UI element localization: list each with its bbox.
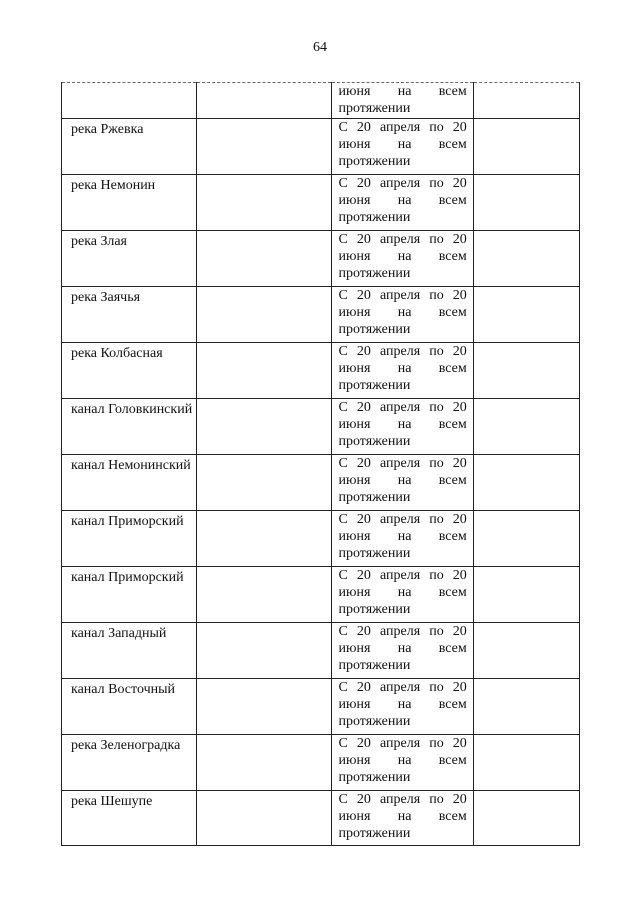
empty-cell — [197, 343, 331, 399]
empty-cell — [473, 399, 579, 455]
period-line-1: С 20 апреля по 20 — [338, 568, 467, 583]
empty-cell — [473, 231, 579, 287]
table-row — [62, 287, 580, 343]
water-bodies-table — [61, 82, 580, 846]
empty-cell — [473, 511, 579, 567]
period-line-2: июня на всем — [338, 193, 467, 208]
period-line-1: С 20 апреля по 20 — [338, 232, 467, 247]
empty-cell — [473, 623, 579, 679]
empty-cell — [197, 399, 331, 455]
table-row — [62, 231, 580, 287]
empty-cell — [197, 175, 331, 231]
empty-cell — [473, 679, 579, 735]
water-body-name: канал Восточный — [62, 679, 197, 735]
table-row — [62, 175, 580, 231]
period-line-2: июня на всем — [338, 84, 467, 99]
table-row — [62, 735, 580, 791]
period-line-3: протяжении — [338, 826, 411, 841]
empty-cell — [473, 175, 579, 231]
water-body-name: канал Приморский — [62, 567, 197, 623]
period-line-1: С 20 апреля по 20 — [338, 288, 467, 303]
water-body-name: канал Приморский — [62, 511, 197, 567]
water-body-name: река Колбасная — [62, 343, 197, 399]
name-cell — [62, 83, 197, 119]
period-cell — [331, 119, 473, 175]
period-cell — [331, 83, 473, 119]
period-line-1: С 20 апреля по 20 — [338, 344, 467, 359]
water-body-name: канал Немонинский — [62, 455, 197, 511]
period-line-2: июня на всем — [338, 641, 467, 656]
period-line-2: июня на всем — [338, 473, 467, 488]
empty-cell — [197, 679, 331, 735]
period-cell — [331, 511, 473, 567]
empty-cell — [473, 735, 579, 791]
period-line-1: С 20 апреля по 20 — [338, 792, 467, 807]
period-line-3: протяжении — [338, 490, 411, 505]
empty-cell — [473, 287, 579, 343]
water-body-name: река Заячья — [62, 287, 197, 343]
period-line-3: протяжении — [338, 378, 411, 393]
period-line-2: июня на всем — [338, 753, 467, 768]
period-line-1: С 20 апреля по 20 — [338, 624, 467, 639]
table-row — [62, 455, 580, 511]
period-cell — [331, 231, 473, 287]
empty-cell — [197, 623, 331, 679]
empty-cell — [473, 119, 579, 175]
empty-cell — [473, 791, 579, 846]
period-line-2: июня на всем — [338, 305, 467, 320]
water-body-name: река Ржевка — [62, 119, 197, 175]
water-body-name: канал Западный — [62, 623, 197, 679]
period-line-1: С 20 апреля по 20 — [338, 512, 467, 527]
water-body-name: река Злая — [62, 231, 197, 287]
page-number: 64 — [313, 40, 327, 55]
period-line-2: июня на всем — [338, 417, 467, 432]
empty-cell — [473, 343, 579, 399]
table-row — [62, 343, 580, 399]
period-line-3: протяжении — [338, 101, 411, 116]
table-row — [62, 119, 580, 175]
period-line-3: протяжении — [338, 770, 411, 785]
period-line-2: июня на всем — [338, 249, 467, 264]
period-line-3: протяжении — [338, 154, 411, 169]
water-body-name: канал Головкинский — [62, 399, 197, 455]
period-line-1: С 20 апреля по 20 — [338, 456, 467, 471]
period-line-1: С 20 апреля по 20 — [338, 736, 467, 751]
period-cell — [331, 791, 473, 846]
empty-cell — [473, 455, 579, 511]
table-row — [62, 399, 580, 455]
period-line-3: протяжении — [338, 434, 411, 449]
water-body-name: река Зеленоградка — [62, 735, 197, 791]
empty-cell — [197, 455, 331, 511]
table-row — [62, 679, 580, 735]
period-cell — [331, 455, 473, 511]
period-line-2: июня на всем — [338, 697, 467, 712]
period-line-2: июня на всем — [338, 361, 467, 376]
period-line-3: протяжении — [338, 602, 411, 617]
period-cell — [331, 567, 473, 623]
empty-cell — [473, 83, 579, 119]
period-line-2: июня на всем — [338, 137, 467, 152]
water-body-name: река Немонин — [62, 175, 197, 231]
empty-cell — [197, 567, 331, 623]
empty-cell — [197, 791, 331, 846]
period-line-3: протяжении — [338, 714, 411, 729]
table-row — [62, 511, 580, 567]
period-line-1: С 20 апреля по 20 — [338, 176, 467, 191]
period-line-3: протяжении — [338, 658, 411, 673]
empty-cell — [197, 231, 331, 287]
period-cell — [331, 343, 473, 399]
period-cell — [331, 623, 473, 679]
empty-cell — [197, 287, 331, 343]
empty-cell — [197, 735, 331, 791]
period-line-2: июня на всем — [338, 585, 467, 600]
empty-cell — [473, 567, 579, 623]
table-row — [62, 83, 580, 119]
period-cell — [331, 735, 473, 791]
period-line-1: С 20 апреля по 20 — [338, 680, 467, 695]
table-row — [62, 567, 580, 623]
period-line-3: протяжении — [338, 210, 411, 225]
period-line-2: июня на всем — [338, 809, 467, 824]
table-row — [62, 791, 580, 846]
period-cell — [331, 287, 473, 343]
period-line-1: С 20 апреля по 20 — [338, 120, 467, 135]
period-line-3: протяжении — [338, 546, 411, 561]
period-line-2: июня на всем — [338, 529, 467, 544]
table-row — [62, 623, 580, 679]
empty-cell — [197, 83, 331, 119]
period-cell — [331, 679, 473, 735]
period-line-3: протяжении — [338, 322, 411, 337]
empty-cell — [197, 119, 331, 175]
water-body-name: река Шешупе — [62, 791, 197, 846]
period-line-1: С 20 апреля по 20 — [338, 400, 467, 415]
period-line-3: протяжении — [338, 266, 411, 281]
empty-cell — [197, 511, 331, 567]
period-cell — [331, 399, 473, 455]
period-cell — [331, 175, 473, 231]
